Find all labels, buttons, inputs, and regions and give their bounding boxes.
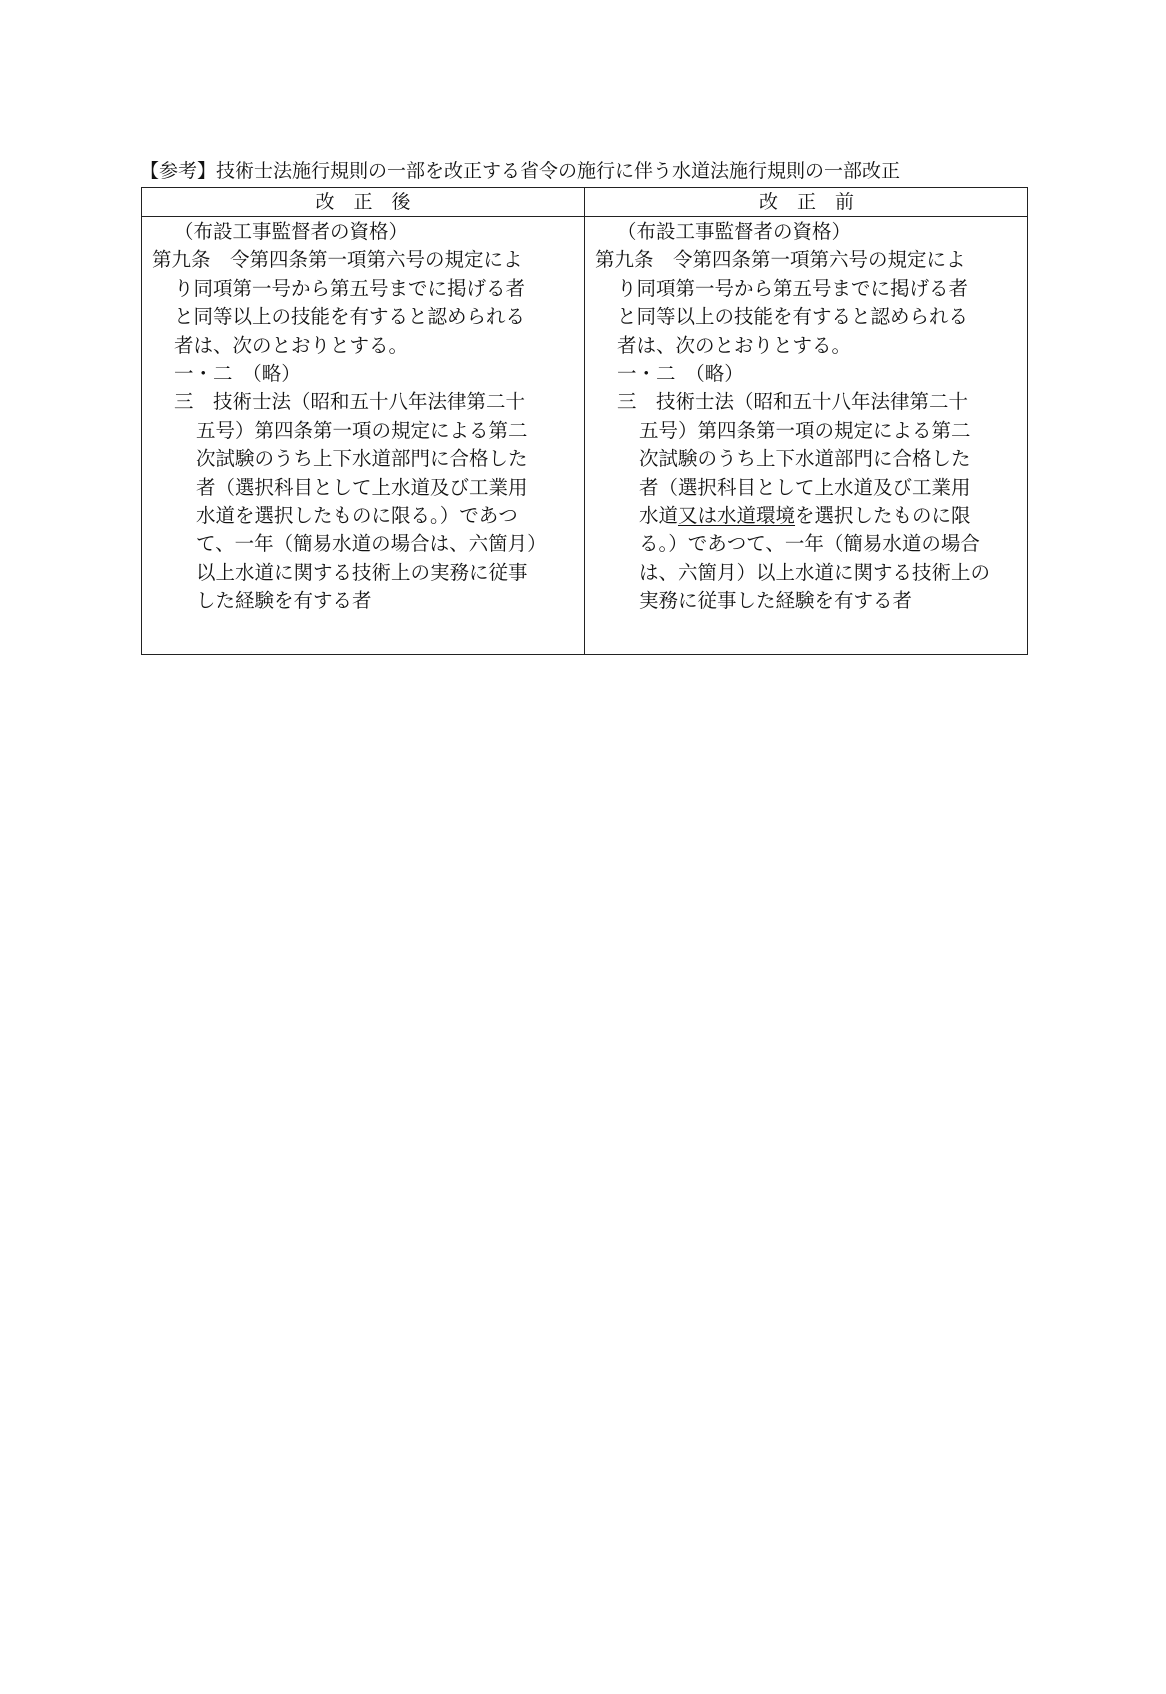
item-line: は、六箇月）以上水道に関する技術上の [639,560,991,584]
article-line: 第九条 令第四条第一項第六号の規定によ [595,248,966,272]
item-line: 三 技術士法（昭和五十八年法律第二十 [617,390,969,414]
document-title: 【参考】技術士法施行規則の一部を改正する省令の施行に伴う水道法施行規則の一部改正 [140,160,901,182]
item-line: 五号）第四条第一項の規定による第二 [196,418,528,442]
column-before-text [595,218,1020,615]
column-after-text [152,218,577,615]
column-divider [584,188,585,654]
article-line: 第九条 令第四条第一項第六号の規定によ [152,248,523,272]
item-line: 一・二 （略） [617,361,744,385]
item-line: 実務に従事した経験を有する者 [639,589,913,613]
item-line: 三 技術士法（昭和五十八年法律第二十 [174,390,526,414]
heading-line: （布設工事監督者の資格） [617,220,852,243]
amended-text-underlined: 又は水道環境 [678,503,796,527]
item-line: て、一年（簡易水道の場合は、六箇月） [196,532,547,556]
column-header-before: 改 正 前 [758,191,854,213]
article-line: 者は、次のとおりとする。 [617,333,852,357]
item-line: 次試験のうち上下水道部門に合格した [639,447,971,471]
item-line: 次試験のうち上下水道部門に合格した [196,447,528,471]
heading-line: （布設工事監督者の資格） [174,220,409,243]
article-line: り同項第一号から第五号までに掲げる者 [617,276,969,300]
item-line: る。）であつて、一年（簡易水道の場合 [639,532,980,556]
amended-line-suffix: を選択したものに限 [795,503,971,527]
amended-line [595,502,1020,530]
item-line: 五号）第四条第一項の規定による第二 [639,418,971,442]
item-line: 一・二 （略） [174,361,301,385]
article-line: と同等以上の技能を有すると認められる [174,305,526,329]
item-line: 以上水道に関する技術上の実務に従事 [196,560,528,584]
column-header-after: 改 正 後 [315,191,411,213]
article-line: と同等以上の技能を有すると認められる [617,305,969,329]
article-line: り同項第一号から第五号までに掲げる者 [174,276,526,300]
item-line: 者（選択科目として上水道及び工業用 [196,475,528,499]
article-line: 者は、次のとおりとする。 [174,333,409,357]
item-line: した経験を有する者 [196,589,372,613]
amended-line-prefix: 水道 [639,503,679,527]
item-line: 者（選択科目として上水道及び工業用 [639,475,971,499]
header-rule [142,216,1027,217]
comparison-table [141,187,1028,655]
item-line: 水道を選択したものに限る。）であつ [196,503,518,527]
